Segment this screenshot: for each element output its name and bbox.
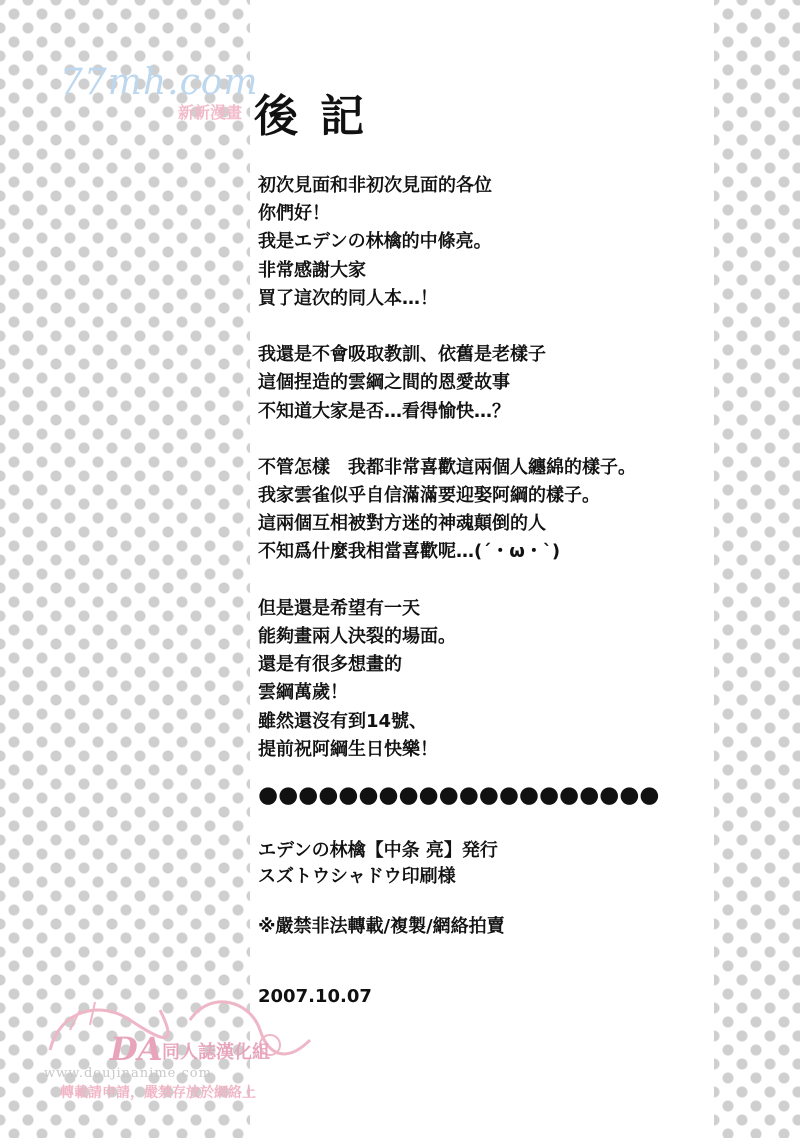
text-line: 雲綱萬歲！: [258, 682, 348, 704]
logo-notice: 轉載請申請，嚴禁存放於網絡上: [60, 1085, 256, 1101]
text-line: 但是還是希望有一天: [258, 597, 420, 619]
publisher-line: エデンの林檎【中条 亮】発行: [258, 840, 498, 861]
text-line: 不管怎樣 我都非常喜歡這兩個人纏綿的樣子。: [258, 456, 636, 478]
text-line: 雖然還沒有到14號、: [258, 710, 428, 732]
text-line: 我家雲雀似乎自信滿滿要迎娶阿綱的樣子。: [258, 485, 600, 507]
blank-line: [258, 313, 698, 341]
logo-group-name: 同人誌漢化組: [162, 1042, 270, 1063]
text-line: 你們好！: [258, 203, 330, 225]
blank-line: [258, 426, 698, 454]
dot-separator: ●●●●●●●●●●●●●●●●●●●●: [258, 782, 660, 808]
watermark-url: 77mh.com: [60, 62, 259, 103]
text-line: 這個捏造的雲綱之間的恩愛故事: [258, 372, 510, 394]
text-line: 我是エデンの林檎的中條亮。: [258, 231, 492, 253]
text-line: 這兩個互相被對方迷的神魂顛倒的人: [258, 513, 546, 535]
copyright-notice: ※嚴禁非法轉載/複製/網絡拍賣: [258, 916, 505, 937]
dot-pattern-right: [714, 0, 800, 1138]
text-line: 提前祝阿綱生日快樂！: [258, 738, 438, 760]
watermark-sub: 新新漫畫: [178, 103, 243, 122]
text-line: 買了這次的同人本…！: [258, 287, 438, 309]
dot-pattern-left: [0, 0, 250, 1138]
date: 2007.10.07: [258, 986, 372, 1007]
text-line: 非常感謝大家: [258, 259, 366, 281]
page-title: 後記: [254, 91, 386, 142]
logo-url: www.doujinanime.com: [44, 1066, 212, 1081]
afterword-body: [258, 172, 698, 764]
blank-line: [258, 567, 698, 595]
text-line: 能夠畫兩人決裂的場面。: [258, 626, 456, 647]
text-line: 我還是不會吸取教訓、依舊是老樣子: [258, 344, 546, 366]
text-line: 還是有很多想畫的: [258, 654, 402, 676]
logo-da: DA: [110, 1030, 163, 1068]
text-line: 初次見面和非初次見面的各位: [258, 175, 492, 196]
printer-line: スズトウシャドウ印刷様: [258, 866, 456, 887]
text-line: 不知道大家是否…看得愉快…？: [258, 400, 510, 422]
text-line: 不知爲什麼我相當喜歡呢…(´・ω・`): [258, 541, 561, 563]
group-logo: [40, 990, 320, 1130]
